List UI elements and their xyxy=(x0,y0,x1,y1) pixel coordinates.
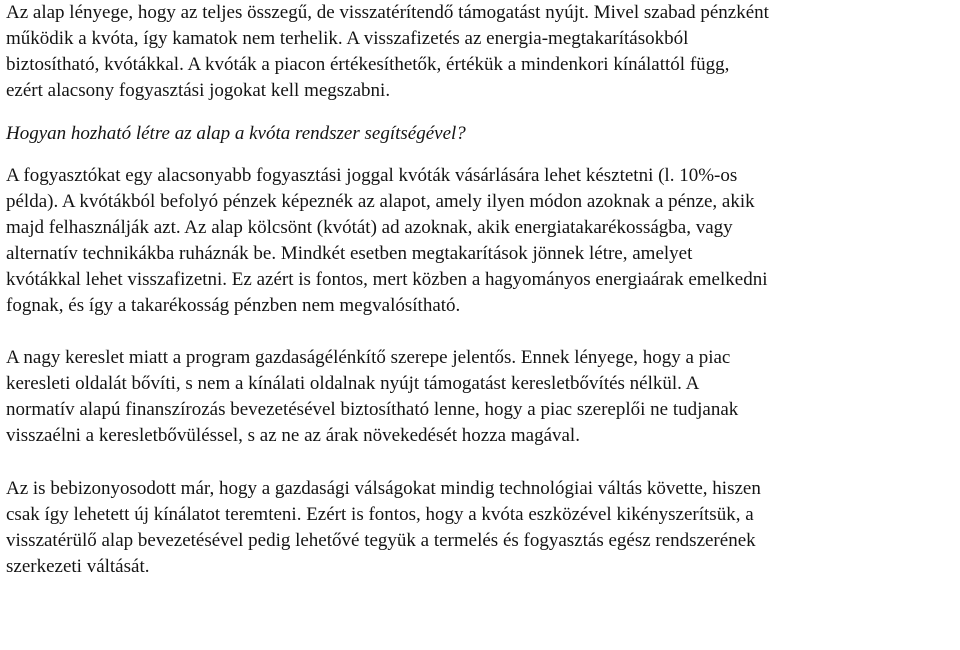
text-line: fognak, és így a takarékosság pénzben nem megvalósítható. xyxy=(6,295,461,316)
text-line: biztosítható, kvótákkal. A kvóták a piacon értékesíthetők, értékük a mindenkori kínálattól függ, xyxy=(6,54,730,75)
text-line: alternatív technikákba ruháznák be. Mindkét esetben megtakarítások jönnek létre, amelyet xyxy=(6,243,693,264)
section-heading: Hogyan hozható létre az alap a kvóta rendszer segítségével? xyxy=(6,123,466,144)
text-line: Az alap lényege, hogy az teljes összegű, de visszatérítendő támogatást nyújt. Mivel szabad pénzként xyxy=(6,2,769,23)
text-line: keresleti oldalát bővíti, s nem a kínálati oldalnak nyújt támogatást keresletbővítés nélkül. A xyxy=(6,373,700,394)
text-line: normatív alapú finanszírozás bevezetésével biztosítható lenne, hogy a piac szereplői ne tudjanak xyxy=(6,399,739,420)
text-line: visszatérülő alap bevezetésével pedig lehetővé tegyük a termelés és fogyasztás egész rendszerének xyxy=(6,530,756,551)
text-line: szerkezeti váltását. xyxy=(6,556,150,577)
text-line: kvótákkal lehet visszafizetni. Ez azért is fontos, mert közben a hagyományos energiaárak emelkedni xyxy=(6,269,768,290)
text-line: Az is bebizonyosodott már, hogy a gazdasági válságokat mindig technológiai váltás követte, hiszen xyxy=(6,478,761,499)
text-line: majd felhasználják azt. Az alap kölcsönt (kvótát) ad azoknak, akik energiatakarékosságba, vagy xyxy=(6,217,733,238)
text-line: visszaélni a keresletbővüléssel, s az ne az árak növekedését hozza magával. xyxy=(6,425,580,446)
paragraph-valsagok xyxy=(6,476,956,580)
paragraph-nagy-kereslet xyxy=(6,345,956,449)
paragraph-alap-lenyege xyxy=(6,0,956,104)
text-line: A fogyasztókat egy alacsonyabb fogyasztási joggal kvóták vásárlására lehet késztetni (l. 10%-os xyxy=(6,165,738,186)
paragraph-fogyasztok xyxy=(6,163,956,319)
text-line: működik a kvóta, így kamatok nem terhelik. A visszafizetés az energia-megtakarításokból xyxy=(6,28,689,49)
section-heading-wrapper xyxy=(6,121,956,147)
text-line: csak így lehetett új kínálatot teremteni. Ezért is fontos, hogy a kvóta eszközével kikényszerítsük, a xyxy=(6,504,754,525)
document-page xyxy=(6,0,956,580)
text-line: példa). A kvótákból befolyó pénzek képeznék az alapot, amely ilyen módon azoknak a pénze, akik xyxy=(6,191,755,212)
text-line: ezért alacsony fogyasztási jogokat kell megszabni. xyxy=(6,80,391,101)
text-line: A nagy kereslet miatt a program gazdaságélénkítő szerepe jelentős. Ennek lényege, hogy a piac xyxy=(6,347,731,368)
